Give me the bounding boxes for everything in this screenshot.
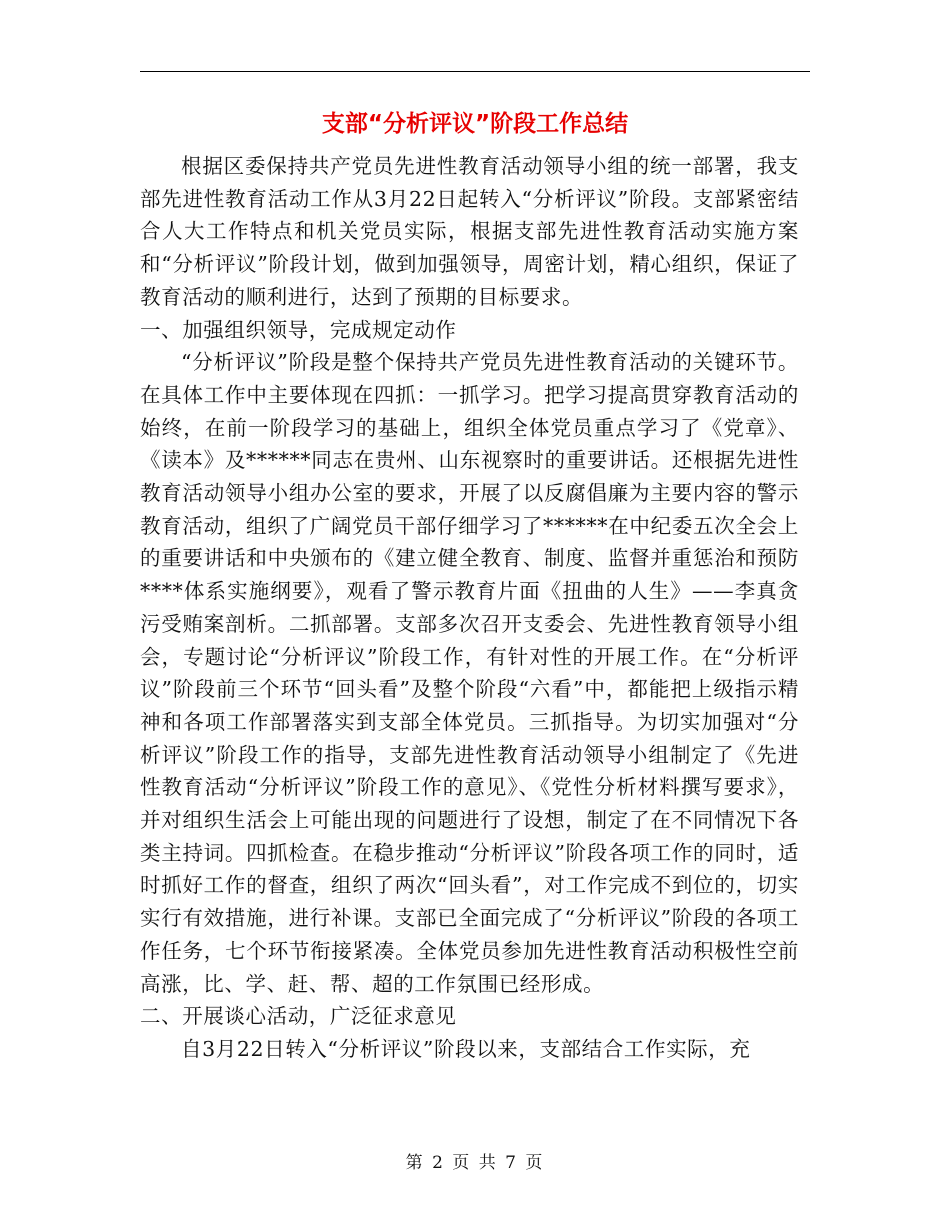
paragraph-section-2: 自3月22日转入“分析评议”阶段以来，支部结合工作实际，充 [181, 1036, 751, 1061]
document-title: 支部“分析评议”阶段工作总结 [321, 111, 629, 137]
paragraph-section-1: “分析评议”阶段是整个保持共产党员先进性教育活动的关键环节。在具体工作中主要体现在四抓：一抓学习。把学习提高贯穿教育活动的始终，在前一阶段学习的基础上，组织全体党员重点学习了《党章》、《读本》及******同志在贵州、山东视察时的重要讲话。还根据先进性教育活动领导小组办公室的要求，开展了以反腐倡廉为主要内容的警示教育活动，组织了广阔党员干部仔细学习了******在中纪委五次全会上的重要讲话和中央颁布的《建立健全教育、制度、监督并重惩治和预防****体系实施纲要》，观看了警示教育片面《扭曲的人生》——李真贪污受贿案剖析。二抓部署。支部多次召开支委会、先进性教育领导小组会，专题讨论“分析评议”阶段工作，有针对性的开展工作。在“分析评议”阶段前三个环节“回头看”及整个阶段“六看”中，都能把上级指示精神和各项工作部署落实到支部全体党员。三抓指导。为切实加强对“分析评议”阶段工作的指导，支部先进性教育活动领导小组制定了《先进性教育活动“分析评议”阶段工作的意见》、《党性分析材料撰写要求》，并对组织生活会上可能出现的问题进行了设想，制定了在不同情况下各类主持词。四抓检查。在稳步推动“分析评议”阶段各项工作的同时，适时抓好工作的督查，组织了两次“回头看”，对工作完成不到位的，切实实行有效措施，进行补课。支部已全面完成了“分析评议”阶段的各项工作任务，七个环节衔接紧凑。全体党员参加先进性教育活动积极性空前高涨，比、学、赶、帮、超的工作氛围已经形成。 [140, 350, 799, 996]
section-heading-1: 一、加强组织领导，完成规定动作 [140, 317, 457, 342]
document-body [140, 150, 799, 1066]
header-rule [140, 71, 810, 72]
paragraph-intro: 根据区委保持共产党员先进性教育活动领导小组的统一部署，我支部先进性教育活动工作从3月22日起转入“分析评议”阶段。支部紧密结合人大工作特点和机关党员实际，根据支部先进性教育活动实施方案和“分析评议”阶段计划，做到加强领导，周密计划，精心组织，保证了教育活动的顺利进行，达到了预期的目标要求。 [140, 154, 799, 309]
page-number-footer: 第 2 页 共 7 页 [405, 1153, 545, 1173]
section-heading-2: 二、开展谈心活动，广泛征求意见 [140, 1004, 457, 1029]
